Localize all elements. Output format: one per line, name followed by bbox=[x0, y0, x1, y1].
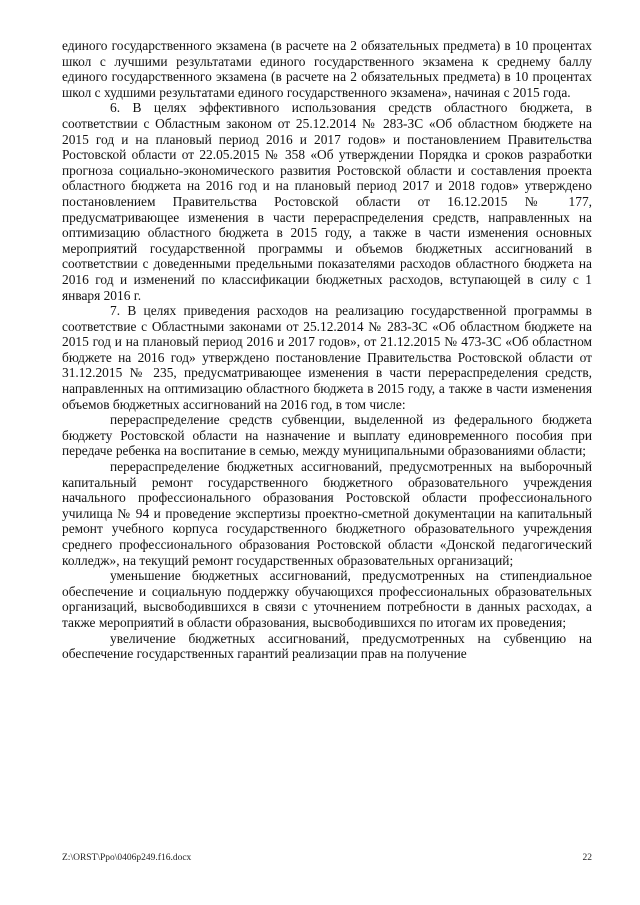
paragraph-subvention-redistribution: перераспределение средств субвенции, выделенной из федерального бюджета бюджету Ростовской области на назначение и выплату единовременного пособия при передаче ребенка на воспитание в семью, между муниципальными образованиями области; bbox=[62, 412, 592, 459]
paragraph-capital-repair-redistribution: перераспределение бюджетных ассигнований, предусмотренных на выборочный капитальный ремонт государственного бюджетного образовательного учреждения начального профессионального образования Ростовской области профессионального училища № 94 и проведение экспертизы проектно-сметной документации на капитальный ремонт учебного корпуса государственного бюджетного образовательного учреждения среднего профессионального образования Ростовской области «Донской педагогический колледж», на текущий ремонт государственных образовательных организаций; bbox=[62, 459, 592, 568]
paragraph-continuation: единого государственного экзамена (в расчете на 2 обязательных предмета) в 10 процентах школ с лучшими результатами единого государственного экзамена к среднему баллу единого государственного экзамена (в расчете на 2 обязательных предмета) в 10 процентах школ с худшими результатами единого государственного экзамена», начиная с 2015 года. bbox=[62, 38, 592, 100]
paragraph-item-7: 7. В целях приведения расходов на реализацию государственной программы в соответствие с Областными законами от 25.12.2014 № 283-ЗС «Об областном бюджете на 2015 год и на плановый период 2016 и 2017 годов», от 21.12.2015 № 473-ЗС «Об областном бюджете на 2016 год» утверждено постановление Правительства Ростовской области от 31.12.2015 № 235, предусматривающее изменения в части перераспределения средств, направленных на оптимизацию областного бюджета в 2015 году, а также в части изменения объемов бюджетных ассигнований на 2016 год, в том числе: bbox=[62, 303, 592, 412]
paragraph-item-6: 6. В целях эффективного использования средств областного бюджета, в соответствии с Областным законом от 25.12.2014 № 283-ЗС «Об областном бюджете на 2015 год и на плановый период 2016 и 2017 годов» и постановлением Правительства Ростовской области от 22.05.2015 № 358 «Об утверждении Порядка и сроков разработки прогноза социально-экономического развития Ростовской области и составления проекта областного бюджета на 2016 год и на плановый период 2017 и 2018 годов» утверждено постановлением Правительства Ростовской области от 16.12.2015 № 177, предусматривающее изменения в части перераспределения средств, направленных на оптимизацию областного бюджета в 2015 году, а также в части изменения основных мероприятий государственной программы и объемов бюджетных ассигнований в соответствии с доведенными предельными показателями расходов областного бюджета на 2016 год и изменений по классификации бюджетных расходов, вступающей в силу с 1 января 2016 г. bbox=[62, 100, 592, 303]
footer-file-path: Z:\ORST\Ppo\0406p249.f16.docx bbox=[62, 853, 192, 863]
paragraph-allocation-increase: увеличение бюджетных ассигнований, предусмотренных на субвенцию на обеспечение государственных гарантий реализации прав на получение bbox=[62, 630, 592, 662]
paragraph-allocation-reduction: уменьшение бюджетных ассигнований, предусмотренных на стипендиальное обеспечение и социальную поддержку обучающихся профессиональных образовательных организаций, высвободившихся в связи с уточнением потребности в данных расходах, а также мероприятий в области образования, высвободившихся по итогам их проведения; bbox=[62, 568, 592, 630]
document-body bbox=[62, 38, 592, 662]
footer-page-number: 22 bbox=[582, 853, 592, 863]
